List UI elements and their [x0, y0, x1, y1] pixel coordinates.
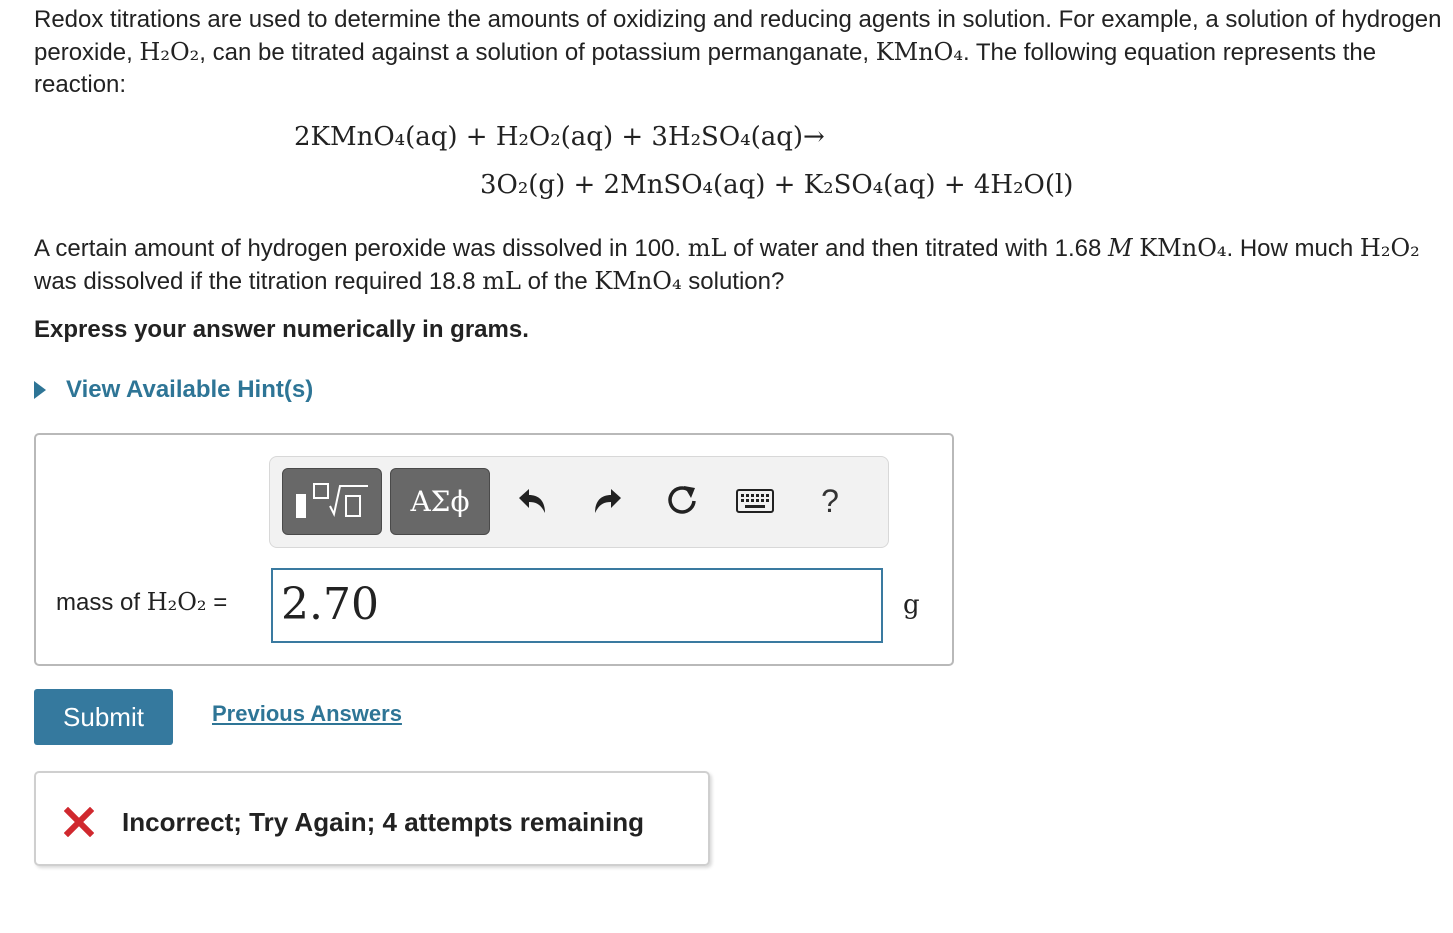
undo-icon[interactable]: [512, 481, 552, 521]
answer-label: [56, 588, 227, 617]
keyboard-icon[interactable]: [735, 481, 775, 521]
question-part: . How much: [1226, 235, 1360, 262]
formula-kmno4: KMnO₄: [594, 267, 682, 295]
unit-ml: mL: [482, 267, 521, 295]
problem-intro: [34, 4, 1444, 101]
greek-symbols-button[interactable]: ΑΣϕ: [390, 468, 490, 535]
formula-h2o2: H₂O₂: [1359, 234, 1420, 262]
view-hints-label: View Available Hint(s): [66, 376, 314, 403]
feedback-box: [34, 771, 710, 866]
feedback-message: Incorrect; Try Again; 4 attempts remaining: [122, 807, 645, 837]
answer-instruction: Express your answer numerically in grams.: [34, 316, 529, 343]
intro-text-3: . The following equation represents the reaction:: [34, 39, 1377, 98]
question-part: was dissolved if the titration required 18.8: [34, 268, 483, 295]
answer-label-prefix: mass of: [56, 589, 147, 616]
previous-answers-link[interactable]: Previous Answers: [212, 701, 402, 726]
help-button[interactable]: ?: [821, 482, 839, 519]
equation-line-1: 2KMnO₄(aq) + H₂O₂(aq) + 3H₂SO₄(aq)→: [294, 122, 825, 152]
equation-line-2: 3O₂(g) + 2MnSO₄(aq) + K₂SO₄(aq) + 4H₂O(l): [480, 170, 1074, 200]
formula-h2o2: H₂O₂: [139, 38, 200, 66]
templates-button[interactable]: [282, 468, 382, 535]
formula-kmno4: KMnO₄: [875, 38, 963, 66]
answer-label-suffix: =: [206, 589, 228, 616]
formula-h2o2: H₂O₂: [146, 588, 207, 616]
mass-answer-input[interactable]: 2.70: [271, 568, 883, 643]
question-part: of water and then titrated with 1.68: [726, 235, 1108, 262]
incorrect-x-icon: [64, 807, 94, 837]
question-text: [34, 232, 1434, 298]
unit-molarity: M: [1108, 234, 1133, 262]
submit-button[interactable]: Submit: [34, 689, 173, 745]
unit-label: g: [903, 590, 920, 620]
question-part: of the: [520, 268, 595, 295]
redo-icon[interactable]: [588, 481, 628, 521]
unit-ml: mL: [687, 234, 727, 262]
intro-text-1: Redox titrations are used to determine the amounts of oxidizing and reducing agents in solution. For example, a solution of hydrogen peroxide,: [34, 6, 1442, 66]
view-hints-toggle[interactable]: [34, 376, 313, 404]
templates-icon: [292, 480, 372, 524]
formula-kmno4: KMnO₄: [1139, 234, 1227, 262]
math-toolbar: [269, 456, 889, 548]
intro-text-2: , can be titrated against a solution of potassium permanganate,: [199, 39, 876, 66]
question-part: solution?: [681, 268, 785, 295]
question-part: A certain amount of hydrogen peroxide was dissolved in 100.: [34, 235, 688, 262]
expand-triangle-icon: [34, 381, 46, 399]
reset-icon[interactable]: [662, 481, 702, 521]
